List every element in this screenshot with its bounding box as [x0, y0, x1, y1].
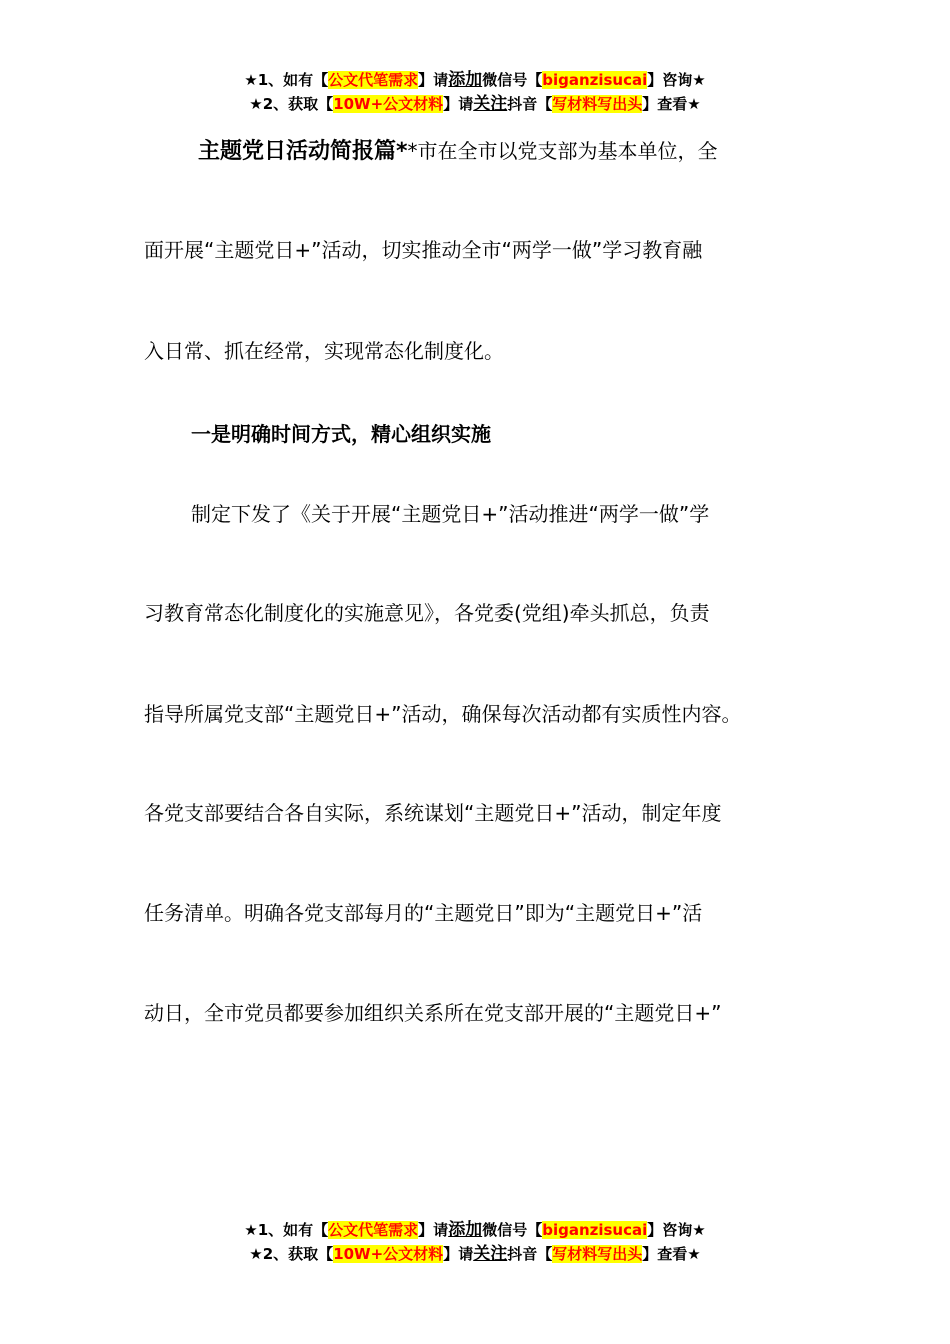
ad-text: ★2、获取【: [249, 1245, 334, 1263]
ad-douyin-id: 写材料写出头: [552, 1245, 643, 1263]
ad-line-1: [0, 1218, 950, 1242]
ad-line-2: [0, 1242, 950, 1266]
ad-text: 】咨询★: [647, 71, 706, 89]
intro-line: 面开展“主题党日+”活动，切实推动全市“两学一做”学习教育融: [144, 238, 703, 262]
ad-text: ★1、如有【: [244, 1221, 329, 1239]
body-line: 任务清单。明确各党支部每月的“主题党日”即为“主题党日+”活: [144, 901, 703, 925]
ad-text: 】查看★: [642, 1245, 701, 1263]
ad-highlight: 公文代笔需求: [328, 1221, 419, 1239]
ad-text: 】查看★: [642, 95, 701, 113]
ad-emphasis: 关注: [473, 94, 508, 114]
ad-douyin-id: 写材料写出头: [552, 95, 643, 113]
ad-emphasis: 关注: [473, 1244, 508, 1264]
ad-line-2: [0, 92, 950, 116]
ad-banner-bottom: [0, 1218, 950, 1266]
body-line: 习教育常态化制度化的实施意见》，各党委(党组)牵头抓总，负责: [144, 601, 710, 625]
title-row: [198, 134, 718, 165]
ad-text: 】请: [418, 71, 449, 89]
ad-text: 抖音【: [507, 1245, 553, 1263]
ad-highlight: 10W+公文材料: [333, 1245, 444, 1263]
intro-line: 入日常、抓在经常，实现常态化制度化。: [144, 339, 504, 363]
ad-text: 】咨询★: [647, 1221, 706, 1239]
ad-text: ★1、如有【: [244, 71, 329, 89]
body-line-first: 制定下发了《关于开展“主题党日+”活动推进“两学一做”学: [191, 502, 710, 526]
ad-emphasis: 添加: [448, 1220, 483, 1240]
ad-highlight: 公文代笔需求: [328, 71, 419, 89]
ad-wechat-id: biganzisucai: [542, 1221, 648, 1239]
ad-text: ★2、获取【: [249, 95, 334, 113]
body-line: 动日，全市党员都要参加组织关系所在党支部开展的“主题党日+”: [144, 1001, 722, 1025]
ad-line-1: [0, 68, 950, 92]
page-title: 主题党日活动简报篇*: [198, 139, 408, 164]
ad-text: 抖音【: [507, 95, 553, 113]
body-line: 指导所属党支部“主题党日+”活动，确保每次活动都有实质性内容。: [144, 702, 742, 726]
ad-wechat-id: biganzisucai: [542, 71, 648, 89]
ad-text: 微信号【: [482, 1221, 543, 1239]
title-tail: *市在全市以党支部为基本单位，全: [407, 139, 718, 163]
ad-highlight: 10W+公文材料: [333, 95, 444, 113]
ad-banner-top: [0, 68, 950, 116]
ad-text: 】请: [418, 1221, 449, 1239]
ad-text: 微信号【: [482, 71, 543, 89]
ad-text: 】请: [443, 95, 474, 113]
body-line: 各党支部要结合各自实际，系统谋划“主题党日+”活动，制定年度: [144, 801, 722, 825]
ad-text: 】请: [443, 1245, 474, 1263]
section-heading: 一是明确时间方式，精心组织实施: [191, 422, 491, 446]
ad-emphasis: 添加: [448, 70, 483, 90]
